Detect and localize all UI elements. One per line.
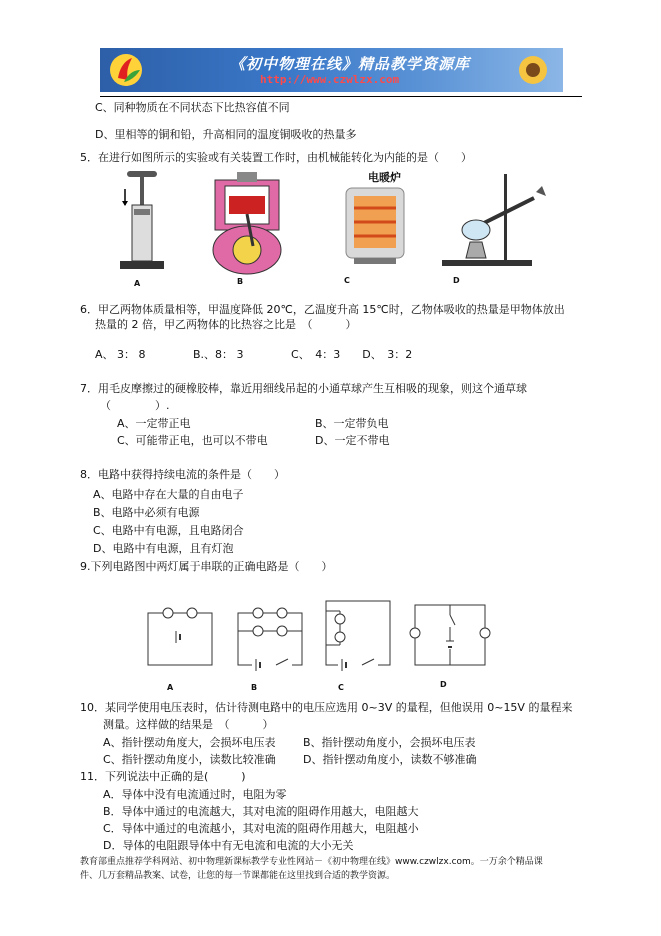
q7-option-c: C、可能带正电，也可以不带电 — [117, 434, 268, 447]
q4-option-c: C、同种物质在不同状态下比热容值不同 — [95, 101, 290, 114]
q9-circuit-d — [405, 597, 495, 673]
q5-heater-caption: 电暖炉 — [368, 171, 401, 184]
q5-figure-b — [207, 168, 287, 278]
q8-stem: 8．电路中获得持续电流的条件是（ ） — [80, 468, 285, 481]
q5-label-b: B — [237, 277, 244, 286]
q9-stem: 9.下列电路图中两灯属于串联的正确电路是（ ） — [80, 560, 333, 573]
q6-options: A、 3： 8 B.、8： 3 C、 4：3 D、 3：2 — [95, 348, 413, 361]
q11-option-c: C．导体中通过的电流越小，其对电流的阻碍作用越大，电阻越小 — [103, 822, 419, 835]
q5-label-d: D — [453, 276, 460, 285]
footer-line1: 教育部重点推荐学科网站、初中物理新课标教学专业性网站－《初中物理在线》www.czwlzx.com。一万余个精品课 — [80, 857, 543, 867]
q7-option-b: B、一定带负电 — [315, 417, 389, 430]
header-title: 《初中物理在线》精品教学资源库 — [230, 55, 471, 73]
header-divider — [100, 96, 582, 97]
logo-icon — [108, 52, 144, 88]
q10-option-d: D、指针摆动角度小，读数不够准确 — [303, 753, 477, 766]
q10-line2: 测量。这样做的结果是 （ ） — [103, 718, 274, 731]
q10-option-a: A、指针摆动角度大，会损坏电压表 — [103, 736, 276, 749]
q4-option-d: D、里相等的铜和铅，升高相同的温度铜吸收的热量多 — [95, 128, 357, 141]
q8-option-d: D、电路中有电源，且有灯泡 — [93, 542, 234, 555]
sunflower-icon — [505, 50, 560, 90]
q8-option-c: C、电路中有电源，且电路闭合 — [93, 524, 244, 537]
header-banner — [100, 48, 563, 92]
q7-line1: 7．用毛皮摩擦过的硬橡胶棒，靠近用细线吊起的小通草球产生互相吸的现象，则这个通草球 — [80, 382, 527, 395]
q11-stem: 11．下列说法中正确的是( ) — [80, 770, 246, 783]
q7-option-a: A、一定带正电 — [117, 417, 191, 430]
header-url[interactable]: http://www.czwlzx.com — [260, 73, 400, 86]
q5-stem: 5．在进行如图所示的实验或有关装置工作时，由机械能转化为内能的是（ ） — [80, 151, 472, 164]
q11-option-d: D．导体的电阻跟导体中有无电流和电流的大小无关 — [103, 839, 354, 852]
q10-option-b: B、指针摆动角度小，会损坏电压表 — [303, 736, 476, 749]
q5-label-a: A — [134, 279, 141, 288]
q5-figure-c — [340, 186, 410, 270]
q7-line2: （ ）. — [100, 399, 170, 412]
q11-option-b: B．导体中通过的电流越大，其对电流的阻碍作用越大，电阻越大 — [103, 805, 419, 818]
q7-option-d: D、一定不带电 — [315, 434, 390, 447]
q5-figure-a — [115, 165, 170, 280]
q5-label-c: C — [344, 276, 350, 285]
q9-label-a: A — [167, 683, 174, 692]
q10-option-c: C、指针摆动角度小，读数比较准确 — [103, 753, 276, 766]
q10-line1: 10．某同学使用电压表时，估计待测电路中的电压应选用 0~3V 的量程，但他误用 0~15V 的量程来 — [80, 701, 573, 714]
q6-line2: 热量的 2 倍，甲乙两物体的比热容之比是 （ ） — [95, 318, 357, 331]
q5-figure-d — [438, 168, 550, 273]
q11-option-a: A．导体中没有电流通过时，电阻为零 — [103, 788, 287, 801]
q8-option-b: B、电路中必须有电源 — [93, 506, 200, 519]
q6-line1: 6．甲乙两物体质量相等，甲温度降低 20℃，乙温度升高 15℃时，乙物体吸收的热量是甲物体放出 — [80, 303, 565, 316]
footer-line2: 件、几万套精品教案、试卷，让您的每一节课都能在这里找到合适的教学资源。 — [80, 871, 396, 881]
q9-label-d: D — [440, 680, 447, 689]
q9-circuit-b — [230, 597, 310, 673]
q9-circuit-c — [318, 597, 398, 673]
q8-option-a: A、电路中存在大量的自由电子 — [93, 488, 244, 501]
q9-circuit-a — [140, 597, 220, 673]
q9-label-b: B — [251, 683, 258, 692]
q9-label-c: C — [338, 683, 344, 692]
